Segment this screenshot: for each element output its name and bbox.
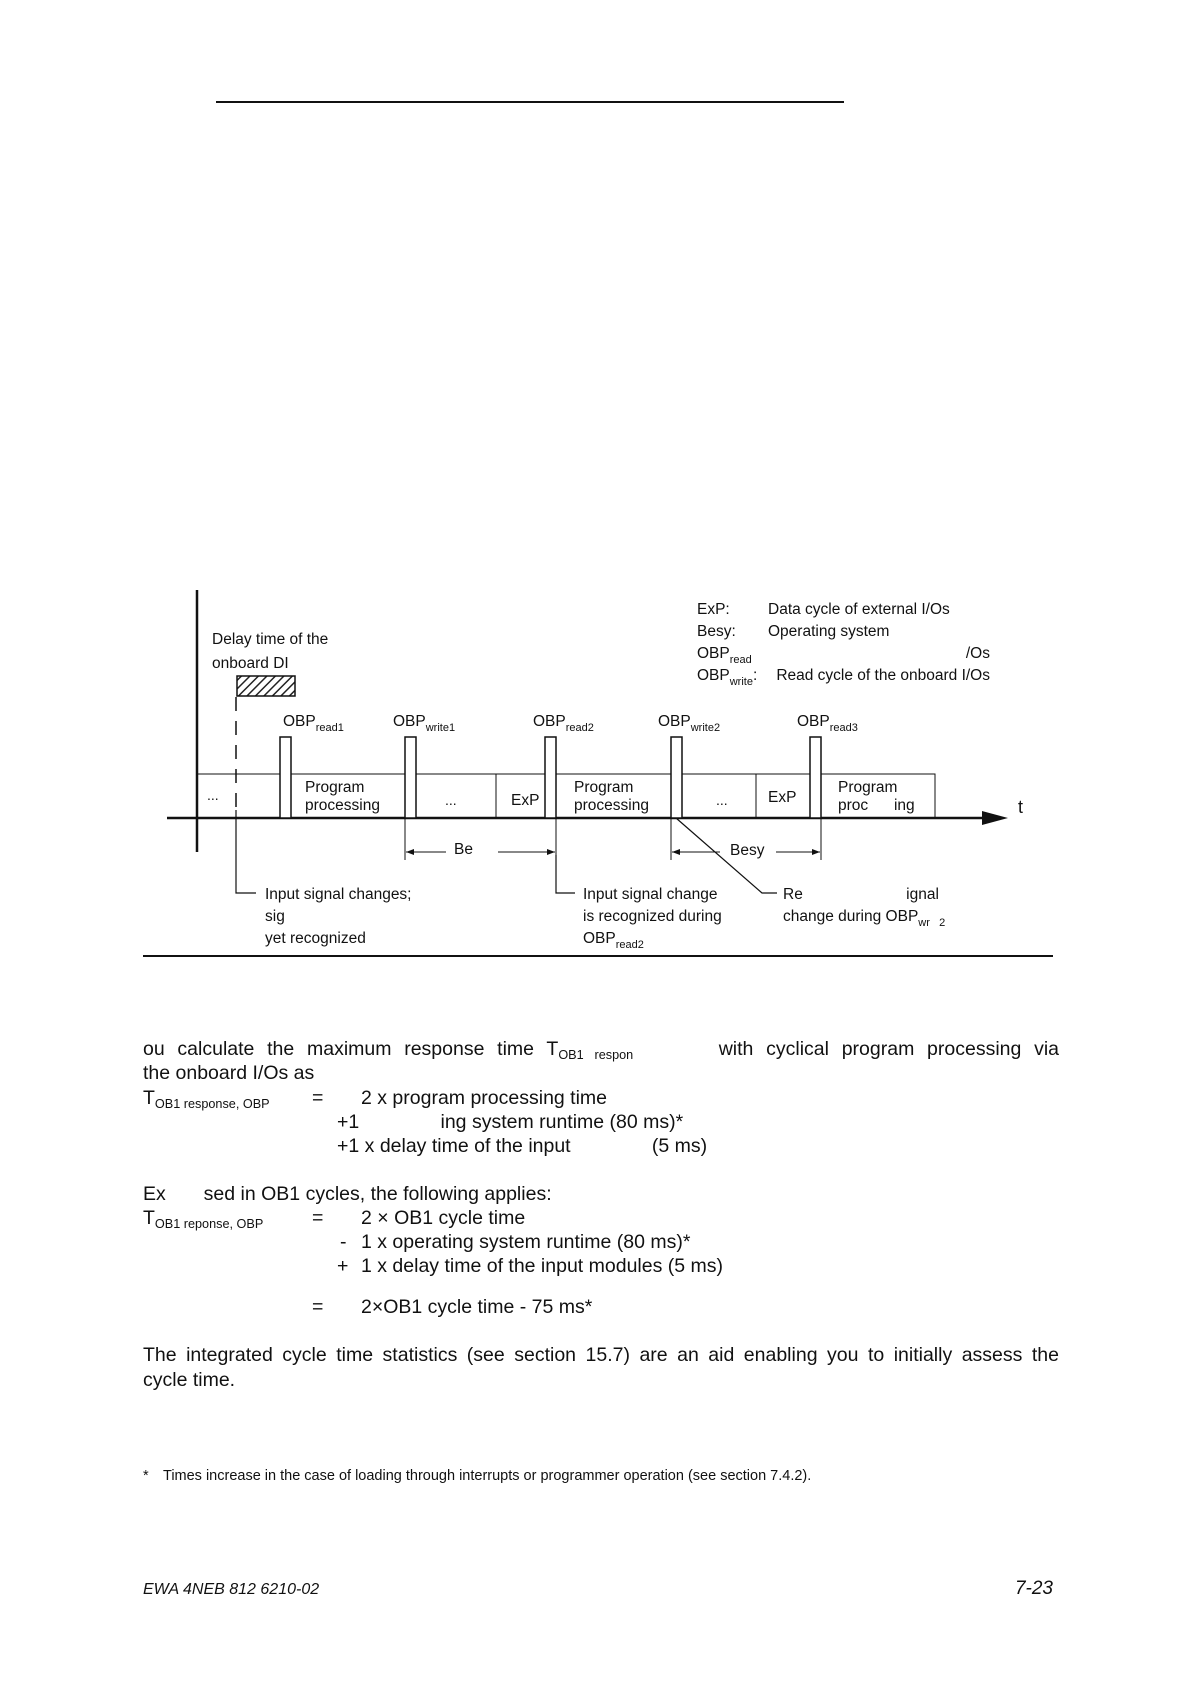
formula2-result: 2×OB1 cycle time - 75 ms* — [361, 1296, 593, 1318]
dots-2: ... — [716, 792, 728, 808]
legend-key-0: ExP: — [697, 601, 730, 618]
besy-arrow-left — [672, 849, 680, 855]
obp-write2-label: $OBP_{write2}$ — [658, 713, 721, 734]
time-axis-label: t — [1018, 797, 1024, 817]
para3-line1: The integrated cycle time statistics (see section 15.7) are an aid enabling you to initially assess the — [143, 1344, 1059, 1366]
footnote-text: Times increase in the case of loading through interrupts or programmer operation (see section 7.4.2). — [163, 1468, 812, 1484]
obp-read2-pulse — [545, 737, 556, 818]
note2-leader — [556, 855, 575, 893]
legend-desc-1: Operating system — [768, 623, 890, 640]
para2: Ex sed in OB1 cycles, the following applies: — [143, 1183, 552, 1205]
legend-key-3: $OBP_{write}$: — [697, 667, 758, 688]
footnote-mark: * — [143, 1468, 149, 1484]
formula2-lhs: $T_{OB1 reponse, OBP}$ — [143, 1207, 264, 1231]
be-label: Be — [454, 841, 473, 858]
note1-leader — [236, 810, 256, 893]
note2-line2: is recognized during — [583, 908, 722, 925]
footer-page-number: 7-23 — [1014, 1578, 1053, 1599]
be-arrow-left — [406, 849, 414, 855]
note1-line1: Input signal changes; — [265, 886, 412, 903]
figure-bottom-rule — [143, 955, 1053, 957]
formula2-line3-op: + — [337, 1255, 349, 1277]
time-axis-arrow — [982, 811, 1008, 825]
obp-write1-label: $OBP_{write1}$ — [393, 713, 456, 734]
obp-read1-label: $OBP_{read1}$ — [283, 713, 344, 734]
program-2-line2: processing — [574, 797, 649, 814]
para1-line1: ou calculate the maximum response time $T_{OB1 respon}$ with cyclical program processing via — [143, 1038, 1060, 1062]
formula2-eq2: = — [312, 1296, 324, 1318]
legend-key-1: Besy: — [697, 623, 736, 640]
formula1-eq: = — [312, 1087, 324, 1109]
legend-desc-2: /Os — [965, 645, 990, 662]
note3-line1: Re ignal — [783, 886, 939, 903]
program-3-line1: Program — [838, 779, 898, 796]
note3-line2: change during $OBP_{wr 2}$ — [783, 908, 946, 929]
legend-desc-3: Read cycle of the onboard I/Os — [776, 667, 990, 684]
program-2-line1: Program — [574, 779, 634, 796]
obp-write1-pulse — [405, 737, 416, 818]
program-1-line2: processing — [305, 797, 380, 814]
delay-label-line2: onboard DI — [212, 655, 289, 672]
obp-read1-pulse — [280, 737, 291, 818]
formula2-line2-op: - — [340, 1231, 347, 1253]
besy-label: Besy — [730, 842, 765, 859]
para3-line2: cycle time. — [143, 1369, 236, 1391]
formula1-line3: +1 x delay time of the input (5 ms) — [337, 1135, 708, 1157]
legend-key-2: $OBP_{read}$ — [697, 645, 752, 666]
note1-line3: yet recognized — [265, 930, 366, 947]
exp-2: ExP — [768, 789, 797, 806]
formula2-line3: 1 x delay time of the input modules (5 ms) — [361, 1255, 723, 1277]
exp-1: ExP — [511, 792, 540, 809]
program-1-line1: Program — [305, 779, 365, 796]
obp-read3-label: $OBP_{read3}$ — [797, 713, 858, 734]
para1-line2: the onboard I/Os as — [143, 1062, 315, 1084]
formula1-line2: +1 ing system runtime (80 ms)* — [337, 1111, 684, 1133]
formula1-lhs: $T_{OB1 response, OBP}$ — [143, 1087, 270, 1111]
obp-write2-pulse — [671, 737, 682, 818]
dots-1: ... — [445, 792, 457, 808]
formula1-line1: 2 x program processing time — [361, 1087, 608, 1109]
formula2-line1: 2 × OB1 cycle time — [361, 1207, 526, 1229]
besy-arrow-right — [812, 849, 820, 855]
be-arrow-right — [547, 849, 555, 855]
box-dots-left: ... — [207, 787, 219, 803]
obp-read3-pulse — [810, 737, 821, 818]
footer-doc-id: EWA 4NEB 812 6210-02 — [143, 1581, 320, 1598]
note2-line3: $OBP_{read2}$ — [583, 930, 644, 951]
note2-line1: Input signal change — [583, 886, 718, 903]
formula2-line2: 1 x operating system runtime (80 ms)* — [361, 1231, 691, 1253]
program-3-line2: proc ing — [838, 797, 915, 814]
delay-label-line1: Delay time of the — [212, 631, 329, 648]
formula2-eq: = — [312, 1207, 324, 1229]
legend-desc-0: Data cycle of external I/Os — [768, 601, 950, 618]
delay-hatch-box — [237, 676, 295, 696]
note1-line2: sig — [265, 908, 285, 925]
obp-read2-label: $OBP_{read2}$ — [533, 713, 594, 734]
